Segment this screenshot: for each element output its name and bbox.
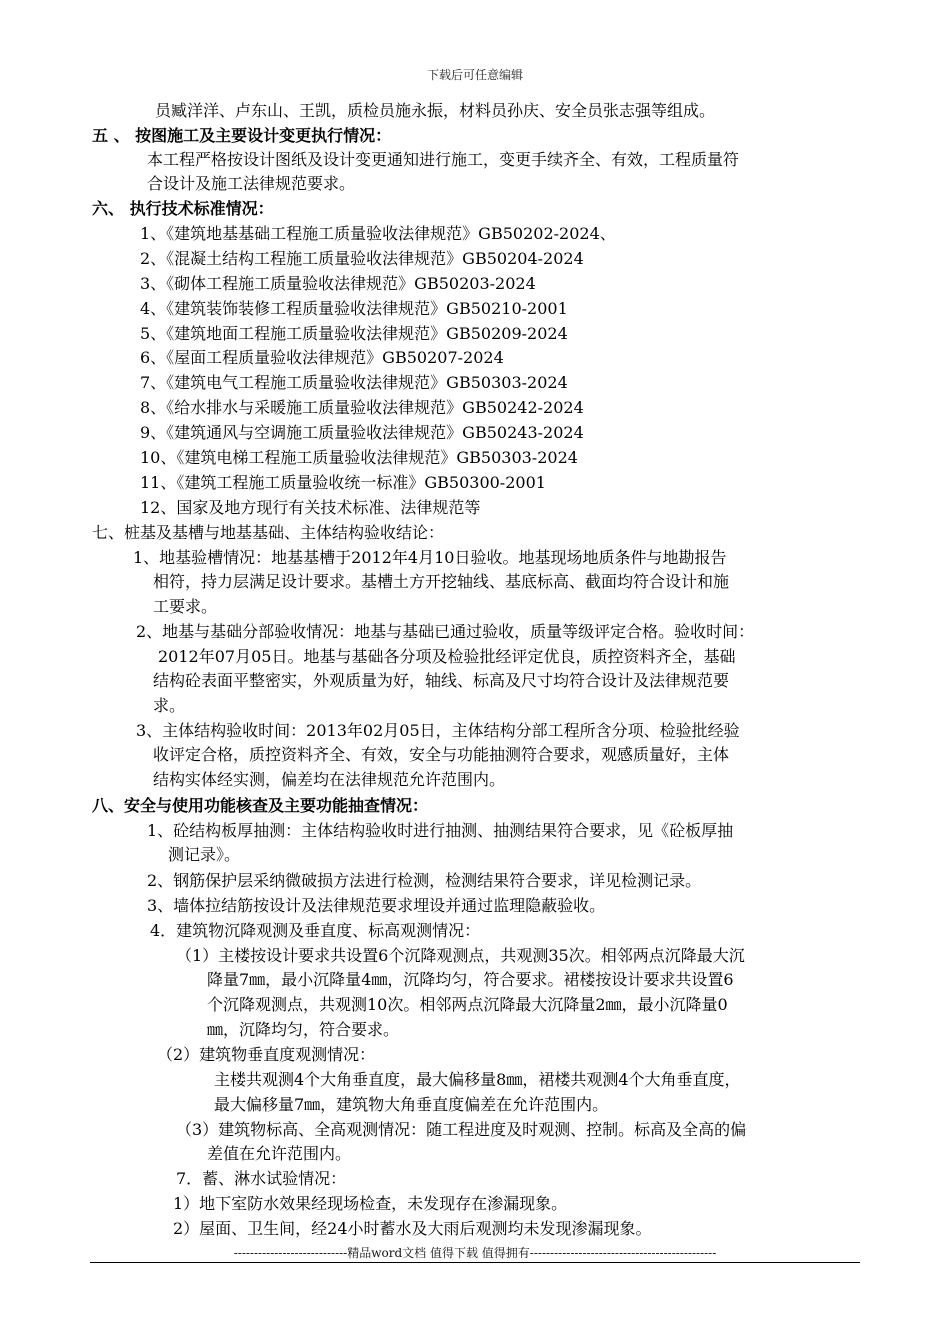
text-line: 员臧洋洋、卢东山、王凯，质检员施永振，材料员孙庆、安全员张志强等组成。 — [155, 101, 716, 120]
text-line: 3、主体结构验收时间：2013年02月05日，主体结构分部工程所含分项、检验批经验 — [136, 721, 740, 740]
text-line: 1、《建筑地基基础工程施工质量验收法律规范》GB50202-2024、 — [140, 224, 616, 243]
text-line: 降量7㎜，最小沉降量4㎜，沉降均匀，符合要求。裙楼按设计要求共设置6 — [207, 970, 734, 989]
text-line: 主楼共观测4个大角垂直度，最大偏移量8㎜，裙楼共观测4个大角垂直度， — [214, 1070, 741, 1089]
text-line: 11、《建筑工程施工质量验收统一标准》GB50300-2001 — [140, 473, 546, 492]
text-line: 2、《混凝土结构工程施工质量验收法律规范》GB50204-2024 — [140, 249, 584, 268]
text-line: （3）建筑物标高、全高观测情况：随工程进度及时观测、控制。标高及全高的偏 — [176, 1120, 747, 1139]
text-line: ㎜，沉降均匀，符合要求。 — [207, 1020, 400, 1039]
section-heading: 五 、 按图施工及主要设计变更执行情况： — [92, 126, 392, 145]
text-line: 相符，持力层满足设计要求。基槽土方开挖轴线、基底标高、截面均符合设计和施 — [153, 572, 730, 591]
text-line: 3、墙体拉结筋按设计及法律规范要求埋设并通过监理隐蔽验收。 — [147, 896, 606, 915]
text-line: 结构实体经实测，偏差均在法律规范允许范围内。 — [153, 770, 506, 789]
text-line: 2、地基与基础分部验收情况：地基与基础已通过验收，质量等级评定合格。验收时间： — [136, 622, 755, 641]
page-footer: ----------------------------精品word文档 值得下载 值得拥有---------------------------------------------- — [233, 1246, 717, 1260]
text-line: （1）主楼按设计要求共设置6个沉降观测点，共观测35次。相邻两点沉降最大沉 — [176, 946, 745, 965]
text-line: 2012年07月05日。地基与基础各分项及检验批经评定优良，质控资料齐全，基础 — [158, 647, 736, 666]
text-line: 3、《砌体工程施工质量验收法律规范》GB50203-2024 — [140, 274, 536, 293]
text-line: 最大偏移量7㎜，建筑物大角垂直度偏差在允许范围内。 — [214, 1095, 609, 1114]
text-line: 5、《建筑地面工程施工质量验收法律规范》GB50209-2024 — [140, 324, 568, 343]
text-line: 10、《建筑电梯工程施工质量验收法律规范》GB50303-2024 — [140, 448, 578, 467]
text-line: 测记录》。 — [168, 845, 241, 864]
section-heading: 六、 执行技术标准情况： — [92, 199, 274, 218]
page-header: 下载后可任意编辑 — [426, 68, 523, 82]
text-line: 本工程严格按设计图纸及设计变更通知进行施工，变更手续齐全、有效，工程质量符 — [147, 150, 740, 169]
text-line: 8、《给水排水与采暖施工质量验收法律规范》GB50242-2024 — [140, 398, 584, 417]
text-line: 12、国家及地方现行有关技术标准、法律规范等 — [140, 498, 481, 517]
text-line: 9、《建筑通风与空调施工质量验收法律规范》GB50243-2024 — [140, 423, 584, 442]
section-heading: 八、安全与使用功能核查及主要功能抽查情况： — [92, 796, 429, 815]
text-line: 收评定合格，质控资料齐全、有效，安全与功能抽测符合要求，观感质量好，主体 — [153, 745, 730, 764]
text-line: 个沉降观测点，共观测10次。相邻两点沉降最大沉降量2㎜，最小沉降量0 — [207, 995, 728, 1014]
text-line: 工要求。 — [153, 597, 218, 616]
text-line: 1、地基验槽情况：地基基槽于2012年4月10日验收。地基现场地质条件与地勘报告 — [133, 548, 727, 567]
text-line: 七、桩基及基槽与地基基础、主体结构验收结论： — [92, 523, 445, 542]
text-line: 2）屋面、卫生间，经24小时蓄水及大雨后观测均未发现渗漏现象。 — [173, 1219, 652, 1238]
text-line: 4．建筑物沉降观测及垂直度、标高观测情况： — [150, 921, 481, 940]
text-line: 1）地下室防水效果经现场检查，未发现存在渗漏现象。 — [173, 1194, 568, 1213]
footer-rule — [90, 1262, 860, 1263]
text-line: 差值在允许范围内。 — [207, 1144, 352, 1163]
text-line: 6、《屋面工程质量验收法律规范》GB50207-2024 — [140, 348, 504, 367]
text-line: 7．蓄、淋水试验情况： — [176, 1169, 347, 1188]
text-line: 2、钢筋保护层采纳微破损方法进行检测，检测结果符合要求，详见检测记录。 — [147, 871, 702, 890]
text-line: 4、《建筑装饰装修工程质量验收法律规范》GB50210-2001 — [140, 299, 568, 318]
text-line: 1、砼结构板厚抽测：主体结构验收时进行抽测、抽测结果符合要求，见《砼板厚抽 — [147, 821, 734, 840]
text-line: （2）建筑物垂直度观测情况： — [157, 1045, 376, 1064]
text-line: 7、《建筑电气工程施工质量验收法律规范》GB50303-2024 — [140, 373, 568, 392]
text-line: 求。 — [153, 696, 186, 715]
text-line: 结构砼表面平整密实，外观质量为好，轴线、标高及尺寸均符合设计及法律规范要 — [153, 671, 730, 690]
text-line: 合设计及施工法律规范要求。 — [147, 174, 356, 193]
